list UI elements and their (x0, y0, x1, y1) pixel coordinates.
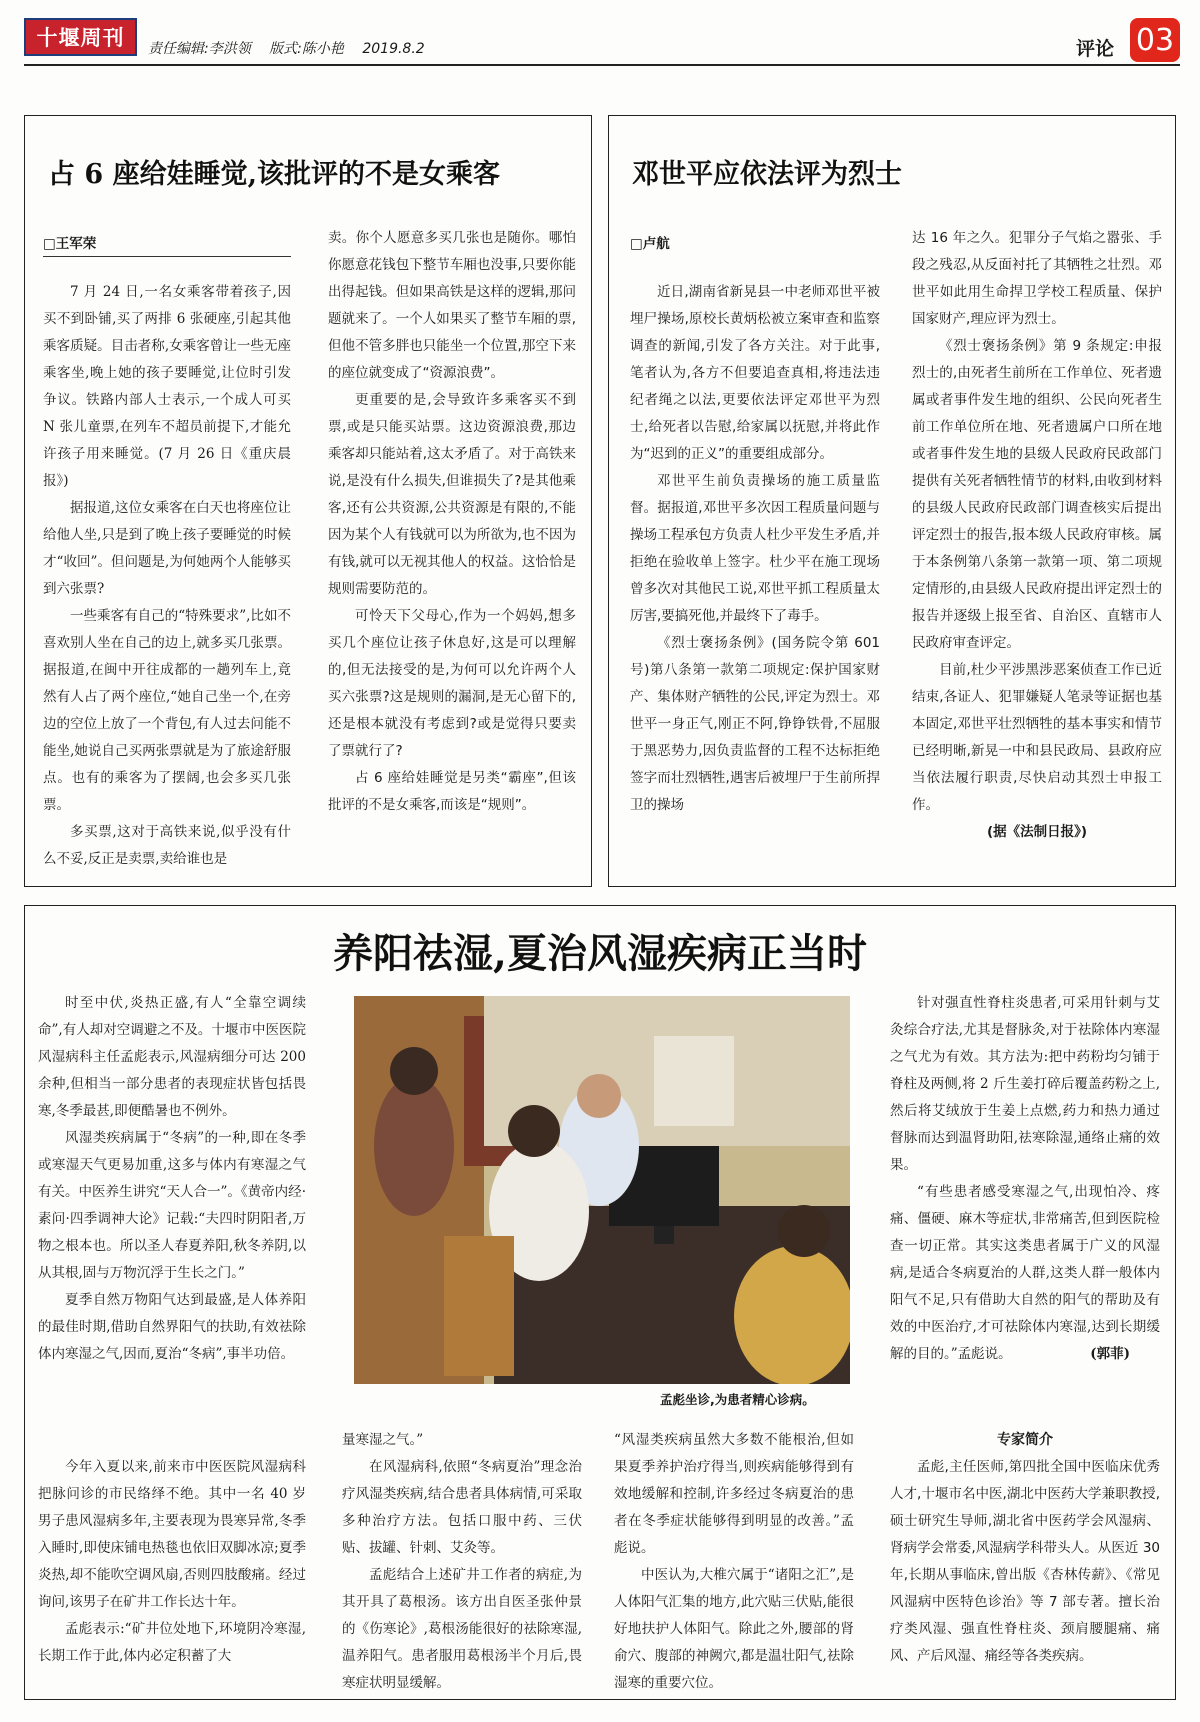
page-meta (148, 38, 439, 58)
paragraph: 更重要的是,会导致许多乘客买不到票,或是只能买站票。这边资源浪费,那边乘客却只能站着,这太矛盾了。对于高铁来说,是没有什么损失,但谁损失了?是其他乘客,还有公共资源,公共资源是有限的,不能因为某个人有钱就可以为所欲为,也不因为有钱,就可以无视其他人的权益。这恰恰是规则需要防范的。 (328, 392, 576, 597)
paragraph: “有些患者感受寒湿之气,出现怕冷、疼痛、僵硬、麻木等症状,非常痛苦,但到医院检查一切正常。其实这类患者属于广义的风湿病,是适合冬病夏治的人群,这类人群一般体内阳气不足,只有借助大自然的阳气的帮助及有效的中医治疗,才可祛除体内寒湿,达到长期缓解的目的。”孟彪说。 (890, 1184, 1160, 1362)
paragraph: 7 月 24 日,一名女乘客带着孩子,因买不到卧铺,买了两排 6 张硬座,引起其他乘客质疑。目击者称,女乘客曾让一些无座乘客坐,晚上她的孩子要睡觉,让位时引发争议。铁路内部人士表示,一个成人可买 N 张儿童票,在列车不超员前提下,才能允许孩子用来睡觉。(7 月 26 日《重庆晨报》) (43, 284, 291, 489)
paragraph: 达 16 年之久。犯罪分子气焰之嚣张、手段之残忍,从反面衬托了其牺牲之壮烈。邓世平如此用生命捍卫学校工程质量、保护国家财产,理应评为烈士。 (912, 230, 1162, 327)
layout-credit: 版式:陈小艳 (269, 41, 344, 57)
paragraph: 中医认为,大椎穴属于“诸阳之汇”,是人体阳气汇集的地方,此穴贴三伏贴,能很好地扶护人体阳气。除此之外,腰部的肾俞穴、腹部的神阙穴,都是温壮阳气,祛除湿寒的重要穴位。 (614, 1567, 854, 1691)
paragraph: 近日,湖南省新晃县一中老师邓世平被埋尸操场,原校长黄炳松被立案审查和监察调查的新闻,引发了各方关注。对于此事,笔者认为,各方不但要追查真相,将违法违纪者绳之以法,更要依法评定邓世平为烈士,给死者以告慰,给家属以抚慰,并将此作为“迟到的正义”的重要组成部分。 (630, 284, 880, 462)
paragraph: 《烈士褒扬条例》(国务院令第 601 号)第八条第一款第二项规定:保护国家财产、集体财产牺牲的公民,评定为烈士。邓世平一身正气,刚正不阿,铮铮铁骨,不屈服于黑恶势力,因负责监督的工程不达标拒绝签字而壮烈牺牲,遇害后被埋尸于生前所捍卫的操场 (630, 635, 880, 813)
article-2-source: (据《法制日报》) (986, 824, 1088, 840)
masthead-logo: 十堰周刊 (24, 18, 137, 56)
article-1-byline: □王军荣 (43, 232, 291, 257)
paragraph: 卖。你个人愿意多买几张也是随你。哪怕你愿意花钱包下整节车厢也没事,只要你能出得起钱。但如果高铁是这样的逻辑,那问题就来了。一个人如果买了整节车厢的票,但他不管多胖也只能坐一个位置,那空下来的座位就变成了“资源浪费”。 (328, 230, 576, 381)
paragraph: 邓世平生前负责操场的施工质量监督。据报道,邓世平多次因工程质量问题与操场工程承包方负责人杜少平发生矛盾,并拒绝在验收单上签字。杜少平在施工现场曾多次对其他民工说,邓世平抓工程质量太厉害,要搞死他,并最终下了毒手。 (630, 473, 880, 624)
paragraph: 可怜天下父母心,作为一个妈妈,想多买几个座位让孩子休息好,这是可以理解的,但无法接受的是,为何可以允许两个人买六张票?这是规则的漏洞,是无心留下的,还是根本就没有考虑到?或是觉得只要卖了票就行了? (328, 608, 576, 759)
issue-date: 2019.8.2 (362, 41, 425, 57)
paragraph: 今年入夏以来,前来市中医医院风湿病科把脉问诊的市民络绎不绝。其中一名 40 岁男子患风湿病多年,主要表现为畏寒异常,冬季入睡时,即使床铺电热毯也依旧双脚冰凉;夏季炎热,却不能吹空调风扇,否则四肢酸痛。经过询问,该男子在矿井工作长达十年。 (38, 1459, 306, 1610)
article-1-title: 占 6 座给娃睡觉,该批评的不是女乘客 (48, 159, 500, 190)
paragraph: 孟彪表示:“矿井位处地下,环境阴冷寒湿,长期工作于此,体内必定积蓄了大 (38, 1621, 306, 1664)
paragraph: 据报道,这位女乘客在白天也将座位让给他人坐,只是到了晚上孩子要睡觉的时候才“收回”。但问题是,为何她两个人能够买到六张票? (43, 500, 291, 597)
article-2-col-1 (630, 279, 880, 819)
paragraph: 时至中伏,炎热正盛,有人“全靠空调续命”,有人却对空调避之不及。十堰市中医医院风湿病科主任孟彪表示,风湿病细分可达 200 余种,但相当一部分患者的表现症状皆包括畏寒,冬季最甚,即便酷暑也不例外。 (38, 995, 306, 1119)
article-3-bottom-col-3 (614, 1427, 854, 1697)
paragraph: 针对强直性脊柱炎患者,可采用针刺与艾灸综合疗法,尤其是督脉灸,对于祛除体内寒湿之气尤为有效。其方法为:把中药粉均匀铺于脊柱及两侧,将 2 斤生姜打碎后覆盖药粉之上,然后将艾绒放于生姜上点燃,药力和热力通过督脉而达到温肾助阳,祛寒除湿,通络止痛的效果。 (890, 995, 1160, 1173)
paragraph: 夏季自然万物阳气达到最盛,是人体养阳的最佳时期,借助自然界阳气的扶助,有效祛除体内寒湿之气,因而,夏治“冬病”,事半功倍。 (38, 1292, 306, 1362)
paragraph: 占 6 座给娃睡觉是另类“霸座”,但该批评的不是女乘客,而该是“规则”。 (328, 770, 576, 813)
article-2-title: 邓世平应依法评为烈士 (632, 159, 902, 190)
paragraph: 量寒湿之气。” (342, 1432, 424, 1448)
page-number: 03 (1130, 18, 1180, 62)
paragraph: 在风湿病科,依照“冬病夏治”理念治疗风湿类疾病,结合患者具体病情,可采取多种治疗方法。包括口服中药、三伏贴、拔罐、针刺、艾灸等。 (342, 1459, 582, 1556)
clinic-photo (354, 996, 850, 1384)
paragraph: 多买票,这对于高铁来说,似乎没有什么不妥,反正是卖票,卖给谁也是 (43, 824, 291, 867)
article-3-right-source: (郭菲) (1090, 1346, 1130, 1362)
expert-title: 专家简介 (997, 1432, 1053, 1448)
paragraph: 目前,杜少平涉黑涉恶案侦查工作已近结束,各证人、犯罪嫌疑人笔录等证据也基本固定,邓世平壮烈牺牲的基本事实和情节已经明晰,新晃一中和县民政局、县政府应当依法履行职责,尽快启动其烈士申报工作。 (912, 662, 1162, 813)
editor-credit: 责任编辑:李洪领 (148, 41, 251, 57)
expert-bio (890, 1454, 1160, 1670)
article-3-title: 养阳祛湿,夏治风湿疾病正当时 (333, 930, 867, 977)
section-label: 评论 (1076, 38, 1115, 60)
paragraph: 孟彪,主任医师,第四批全国中医临床优秀人才,十堰市名中医,湖北中医药大学兼职教授,硕士研究生导师,湖北省中医药学会风湿病、肾病学会常委,风湿病学科带头人。从医近 30 年,长期从事临床,曾出版《杏林传薪》、《常见风湿病中医特色诊治》等 7 部专著。擅长治疗类风湿、强直性脊柱炎、颈肩腰腿痛、痛风、产后风湿、痛经等各类疾病。 (890, 1459, 1160, 1664)
article-3-right-col (890, 990, 1160, 1368)
article-3-left-col (38, 990, 306, 1368)
paragraph: 《烈士褒扬条例》第 9 条规定:申报烈士的,由死者生前所在工作单位、死者遗属或者事件发生地的组织、公民向死者生前工作单位所在地、死者遗属户口所在地或者事件发生地的县级人民政府民政部门提供有关死者牺牲情节的材料,由收到材料的县级人民政府民政部门调查核实后提出评定烈士的报告,报本级人民政府审核。属于本条例第八条第一款第一项、第二项规定情形的,由县级人民政府提出评定烈士的报告并逐级上报至省、自治区、直辖市人民政府审查评定。 (912, 338, 1162, 651)
paragraph: 一些乘客有自己的“特殊要求”,比如不喜欢别人坐在自己的边上,就多买几张票。据报道,在闽中开往成都的一趟列车上,竟然有人占了两个座位,“她自己坐一个,在旁边的空位上放了一个背包,有人过去问能不能坐,她说自己买两张票就是为了旅途舒服点。也有的乘客为了摆阔,也会多买几张票。 (43, 608, 291, 813)
photo-caption: 孟彪坐诊,为患者精心诊病。 (660, 1392, 815, 1407)
paragraph: “风湿类疾病虽然大多数不能根治,但如果夏季养护治疗得当,则疾病能够得到有效地缓解和控制,许多经过冬病夏治的患者在冬季症状能够得到明显的改善。”孟彪说。 (614, 1432, 854, 1556)
paragraph: 风湿类疾病属于“冬病”的一种,即在冬季或寒湿天气更易加重,这多与体内有寒湿之气有关。中医养生讲究“天人合一”。《黄帝内经·素问·四季调神大论》记载:“夫四时阴阳者,万物之根本也。所以圣人春夏养阳,秋冬养阴,以从其根,固与万物沉浮于生长之门。” (38, 1130, 306, 1281)
article-1-col-2 (328, 225, 576, 819)
paragraph: 孟彪结合上述矿井工作者的病症,为其开具了葛根汤。该方出自医圣张仲景的《伤寒论》,葛根汤能很好的祛除寒湿,温养阳气。患者服用葛根汤半个月后,畏寒症状明显缓解。 (342, 1567, 582, 1691)
expert-box (890, 1427, 1160, 1670)
article-3-bottom-col-1 (38, 1454, 306, 1670)
article-3-bottom-col-2 (342, 1427, 582, 1697)
clinic-photo-illustration (354, 996, 850, 1384)
article-1-col-1 (43, 279, 291, 873)
article-2-byline: □卢航 (630, 236, 670, 252)
header-rule (24, 64, 1180, 66)
article-2-col-2 (912, 225, 1162, 846)
